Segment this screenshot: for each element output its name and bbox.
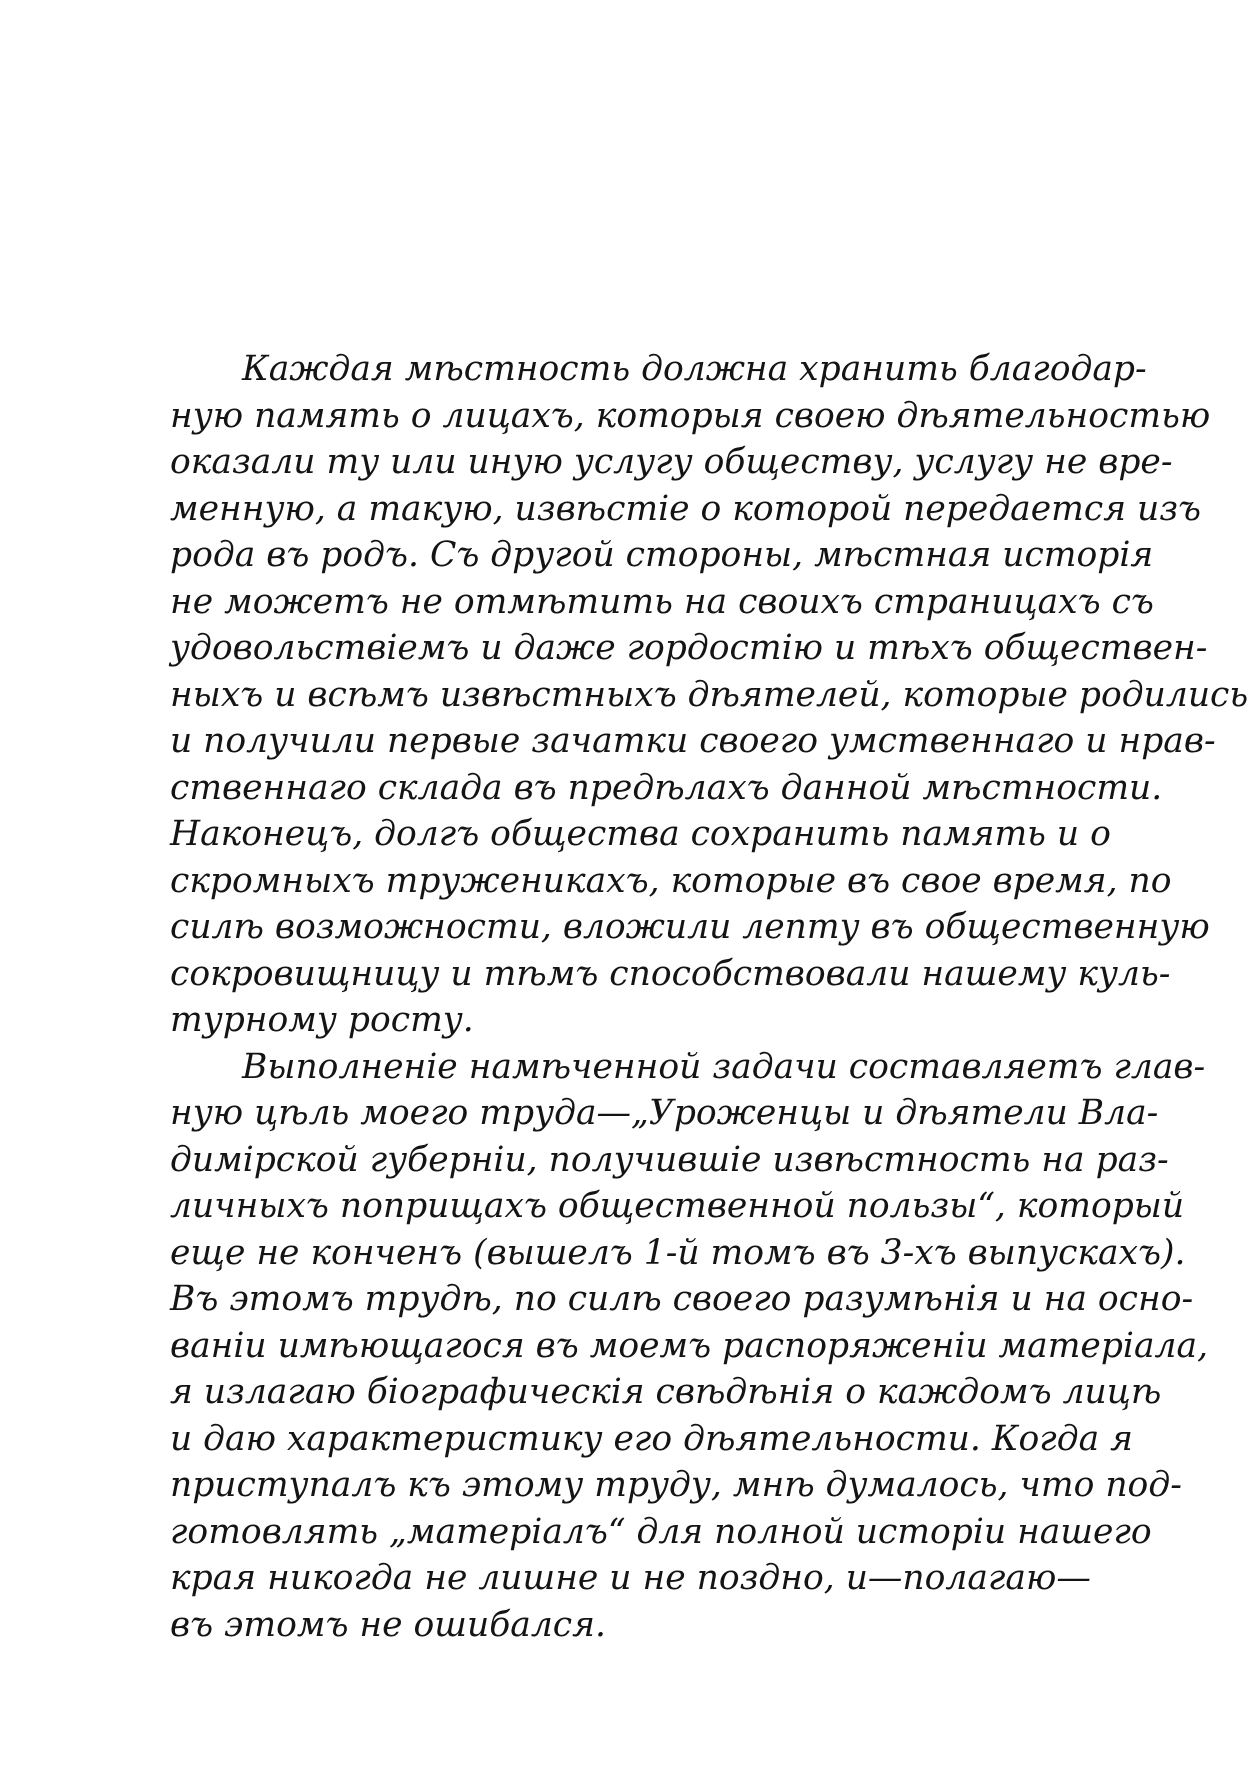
- text-line: готовлять „матеріалъ“ для полной исторіи нашего: [170, 1511, 1152, 1552]
- text-line: въ этомъ не ошибался.: [170, 1604, 606, 1645]
- text-line: Выполненіе намѣченной задачи составляетъ глав-: [242, 1046, 1206, 1087]
- text-line: Каждая мѣстность должна хранить благодар-: [242, 349, 1147, 389]
- paragraph-2: [170, 1044, 1209, 1649]
- text-line: менную, а такую, извѣстіе о которой передается изъ: [170, 488, 1202, 529]
- text-line: и получили первые зачатки своего умственнаго и нрав-: [170, 721, 1216, 761]
- text-line: я излагаю біографическія свѣдѣнія о каждомъ лицѣ: [170, 1372, 1162, 1412]
- text-line: еще не конченъ (вышелъ 1-й томъ въ 3-хъ выпускахъ).: [170, 1232, 1186, 1273]
- text-line: ную память о лицахъ, которыя своею дѣятельностью: [170, 395, 1211, 436]
- text-line: края никогда не лишне и не поздно, и—полагаю—: [170, 1558, 1091, 1598]
- text-line: силѣ возможности, вложили лепту въ общественную: [170, 907, 1210, 947]
- text-line: рода въ родъ. Съ другой стороны, мѣстная исторія: [170, 535, 1154, 575]
- text-line: ныхъ и всѣмъ извѣстныхъ дѣятелей, которые родились: [170, 674, 1249, 715]
- text-line: сокровищницу и тѣмъ способствовали нашему куль-: [170, 953, 1171, 994]
- text-line: ную цѣль моего труда—„Уроженцы и дѣятели Вла-: [170, 1093, 1159, 1133]
- text-line: ваніи имѣющагося въ моемъ распоряженіи матеріала,: [170, 1325, 1209, 1366]
- text-line: и даю характеристику его дѣятельности. Когда я: [170, 1418, 1133, 1459]
- text-line: Наконецъ, долгъ общества сохранить память и о: [170, 814, 1111, 854]
- paragraph-1: [170, 346, 1249, 1044]
- page-text: [170, 346, 1249, 1648]
- text-line: димірской губерніи, получившіе извѣстность на раз-: [170, 1139, 1169, 1180]
- text-line: не можетъ не отмѣтить на своихъ страницахъ съ: [170, 581, 1154, 622]
- text-line: турному росту.: [170, 1000, 474, 1040]
- text-line: скромныхъ труженикахъ, которые въ свое время, по: [170, 860, 1172, 901]
- text-line: личныхъ поприщахъ общественной пользы“, который: [170, 1186, 1185, 1226]
- text-line: оказали ту или иную услугу обществу, услугу не вре-: [170, 442, 1173, 482]
- text-line: Въ этомъ трудѣ, по силѣ своего разумѣнія и на осно-: [170, 1279, 1194, 1319]
- text-line: удовольствіемъ и даже гордостію и тѣхъ обществен-: [170, 628, 1208, 668]
- text-line: ственнаго склада въ предѣлахъ данной мѣстности.: [170, 767, 1163, 808]
- text-line: приступалъ къ этому труду, мнѣ думалось, что под-: [170, 1465, 1182, 1505]
